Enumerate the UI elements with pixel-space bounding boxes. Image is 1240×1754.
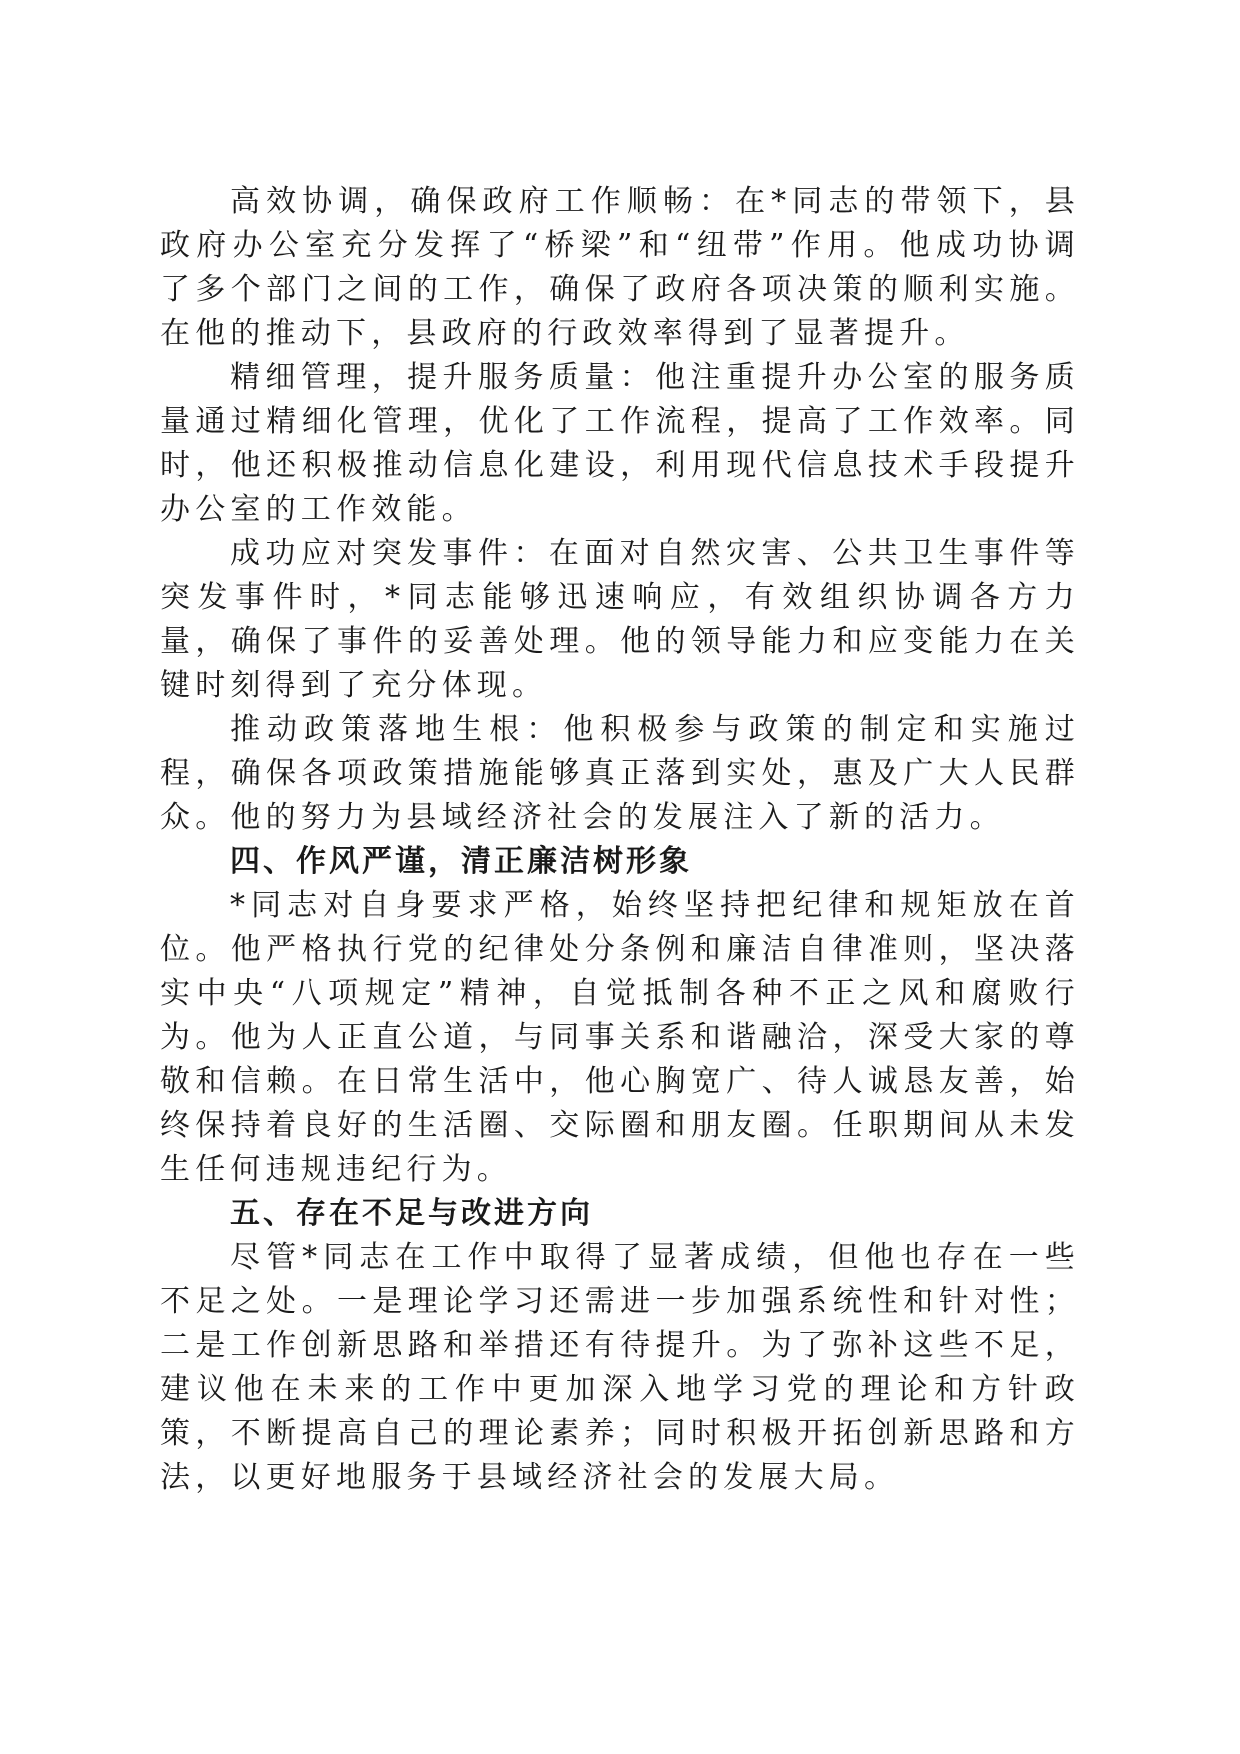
section-5-heading: 五、存在不足与改进方向 (230, 1196, 593, 1231)
paragraph-emergency: 成功应对突发事件：在面对自然灾害、公共卫生事件等突发事件时，*同志能够迅速响应，有效组织协调各方力量，确保了事件的妥善处理。他的领导能力和应变能力在关键时刻得到了充分体现。 (160, 536, 1080, 703)
paragraph-coordination: 高效协调，确保政府工作顺畅：在*同志的带领下，县政府办公室充分发挥了“桥梁”和“纽带”作用。他成功协调了多个部门之间的工作，确保了政府各项决策的顺利实施。在他的推动下，县政府的行政效率得到了显著提升。 (160, 184, 1080, 351)
section-4-body: *同志对自身要求严格，始终坚持把纪律和规矩放在首位。他严格执行党的纪律处分条例和廉洁自律准则，坚决落实中央“八项规定”精神，自觉抵制各种不正之风和腐败行为。他为人正直公道，与同事关系和谐融洽，深受大家的尊敬和信赖。在日常生活中，他心胸宽广、待人诚恳友善，始终保持着良好的生活圈、交际圈和朋友圈。任职期间从未发生任何违规违纪行为。 (160, 888, 1080, 1187)
document-page (160, 180, 1080, 1500)
paragraph-management: 精细管理，提升服务质量：他注重提升办公室的服务质量通过精细化管理，优化了工作流程，提高了工作效率。同时，他还积极推动信息化建设，利用现代信息技术手段提升办公室的工作效能。 (160, 360, 1080, 527)
paragraph-policy: 推动政策落地生根：他积极参与政策的制定和实施过程，确保各项政策措施能够真正落到实处，惠及广大人民群众。他的努力为县域经济社会的发展注入了新的活力。 (160, 712, 1080, 835)
section-5-body: 尽管*同志在工作中取得了显著成绩，但他也存在一些不足之处。一是理论学习还需进一步加强系统性和针对性；二是工作创新思路和举措还有待提升。为了弥补这些不足，建议他在未来的工作中更加深入地学习党的理论和方针政策，不断提高自己的理论素养；同时积极开拓创新思路和方法，以更好地服务于县域经济社会的发展大局。 (160, 1240, 1080, 1495)
section-4-heading: 四、作风严谨，清正廉洁树形象 (230, 844, 692, 879)
